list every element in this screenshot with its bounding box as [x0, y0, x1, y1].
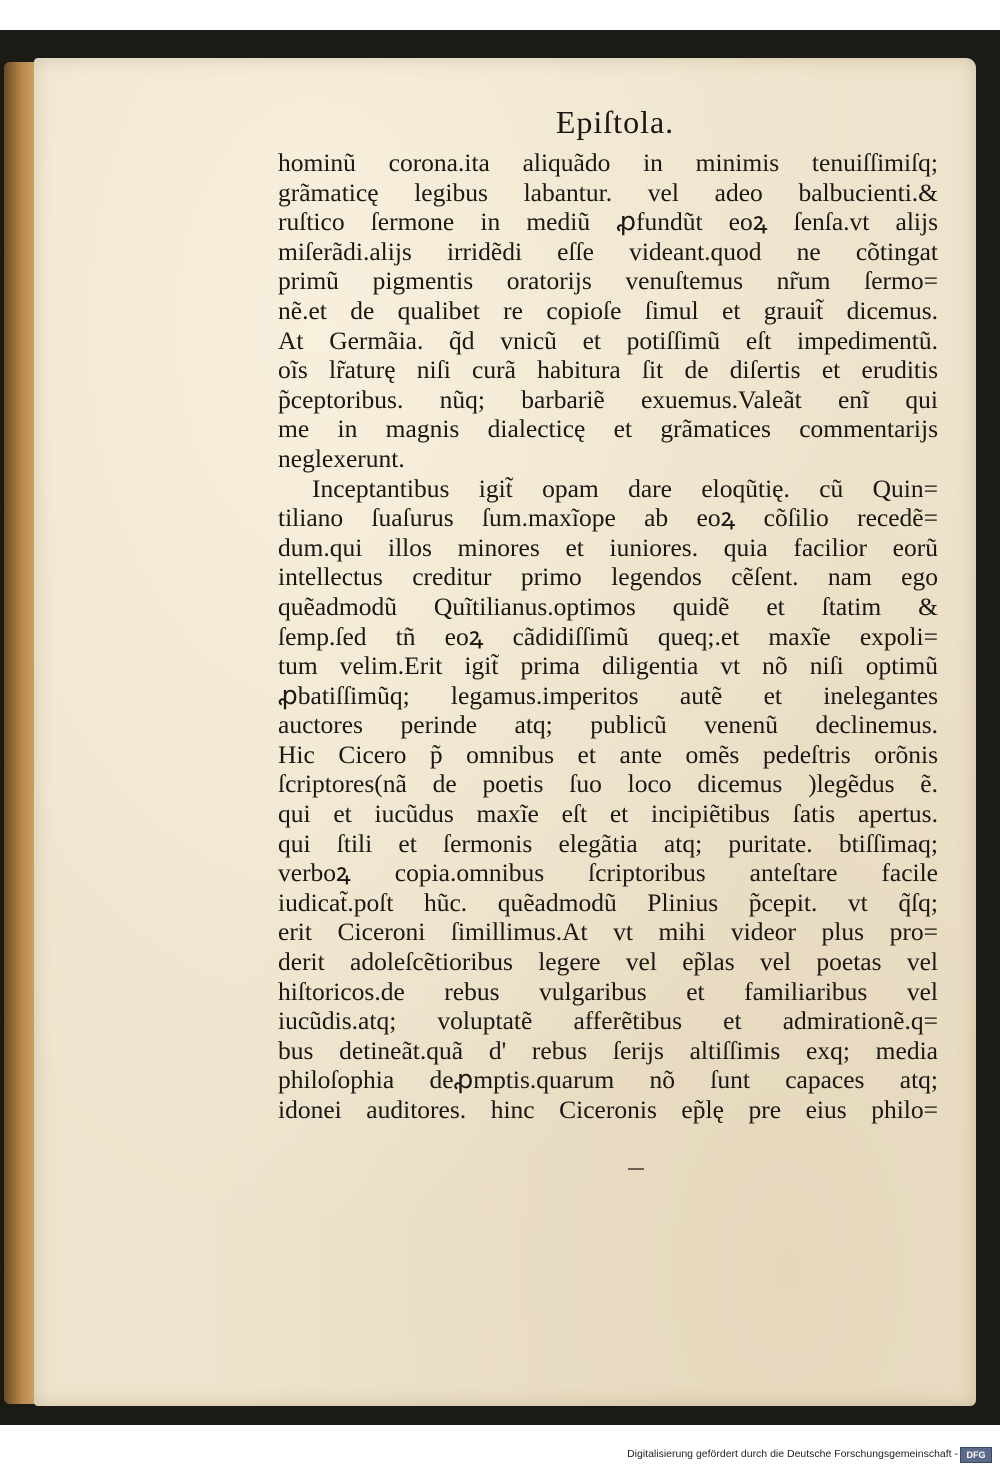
- text-line: ſemp.ſed tñ eoꝝ cãdidiſſimũ queq;.et maxĩe expoli=: [278, 621, 938, 651]
- text-line: p̃ceptoribus. nũq; barbariẽ exuemus.Valeãt enĩ qui: [278, 384, 938, 414]
- text-line: oĩs lr̃aturę niſi curã habitura ſit de diſertis et eruditis: [278, 355, 938, 385]
- text-line: tiliano ſuaſurus ſum.maxĩope ab eoꝝ cõſilio recedẽ=: [278, 503, 938, 533]
- text-line: intellectus creditur primo legendos cẽſent. nam ego: [278, 562, 938, 592]
- text-line: nẽ.et de qualibet re copioſe ſimul et grauit̃ dicemus.: [278, 295, 938, 325]
- footer-credit: Digitalisierung gefördert durch die Deutsche Forschungsgemeinschaft -: [627, 1448, 958, 1460]
- text-line: iudicat̃.poſt hũc. quẽadmodũ Plinius p̃cepit. vt q̃ſq;: [278, 887, 938, 917]
- text-line: ꝓbatiſſimũq; legamus.imperitos autẽ et inelegantes: [278, 680, 938, 710]
- text-line: philoſophia deꝓmptis.quarum nõ ſunt capaces atq;: [278, 1065, 938, 1095]
- text-line: derit adoleſcẽtioribus legere vel ep̃las vel poetas vel: [278, 947, 938, 977]
- text-line: hominũ corona.ita aliquãdo in minimis tenuiſſimiſq;: [278, 148, 938, 177]
- text-line: neglexerunt.: [278, 443, 405, 473]
- text-line: At Germãia. q̃d vnicũ et potiſſimũ eſt impedimentũ.: [278, 325, 938, 355]
- text-line: bus detineãt.quã d' rebus ſerijs altiſſimis exq; media: [278, 1035, 938, 1065]
- text-line: iucũdis.atq; voluptatẽ afferẽtibus et admirationẽ.q=: [278, 1006, 938, 1036]
- text-line: me in magnis dialecticę et grãmatices commentarijs: [278, 414, 938, 444]
- text-line: tum velim.Erit igit̃ prima diligentia vt nõ niſi optimũ: [278, 651, 938, 681]
- text-line: qui ſtili et ſermonis elegãtia atq; puritate. btiſſimaq;: [278, 828, 938, 858]
- text-line: miſerãdi.alijs irridẽdi eſſe videant.quod ne cõtingat: [278, 236, 938, 266]
- text-line: verboꝝ copia.omnibus ſcriptoribus anteſtare facile: [278, 858, 938, 888]
- text-line: dum.qui illos minores et iuniores. quia facilior eorũ: [278, 532, 938, 562]
- text-line: quẽadmodũ Quĩtilianus.optimos quidẽ et ſtatim &: [278, 591, 938, 621]
- running-title: Epiſtola.: [555, 104, 675, 140]
- text-line: idonei auditores. hinc Ciceronis ep̃lę pre eius philo=: [278, 1095, 938, 1124]
- text-line: primũ pigmentis oratorijs venuſtemus nr̃um ſermo=: [278, 266, 938, 296]
- text-line: auctores perinde atq; publicũ venenũ declinemus.: [278, 710, 938, 740]
- text-line: ſcriptores(nã de poetis ſuo loco dicemus )legẽdus ẽ.: [278, 769, 938, 799]
- body-text: [278, 148, 938, 1125]
- text-line: erit Ciceroni ſimillimus.At vt mihi videor plus pro=: [278, 917, 938, 947]
- text-line: hiſtoricos.de rebus vulgaribus et familiaribus vel: [278, 976, 938, 1006]
- text-line: ruſtico ſermone in mediũ ꝓfundũt eoꝝ ſenſa.vt alijs: [278, 207, 938, 237]
- text-line: qui et iucũdus maxĩe eſt et incipiẽtibus ſatis apertus.: [278, 799, 938, 829]
- text-line: Inceptantibus igit̃ opam dare eloqũtię. cũ Quin=: [312, 473, 938, 503]
- text-line: Hic Cicero p̃ omnibus et ante omẽs pedeſtris orõnis: [278, 739, 938, 769]
- text-line: grãmaticę legibus labantur. vel adeo balbucienti.&: [278, 177, 938, 207]
- dfg-logo: DFG: [960, 1447, 992, 1463]
- ink-mark: [628, 1168, 644, 1170]
